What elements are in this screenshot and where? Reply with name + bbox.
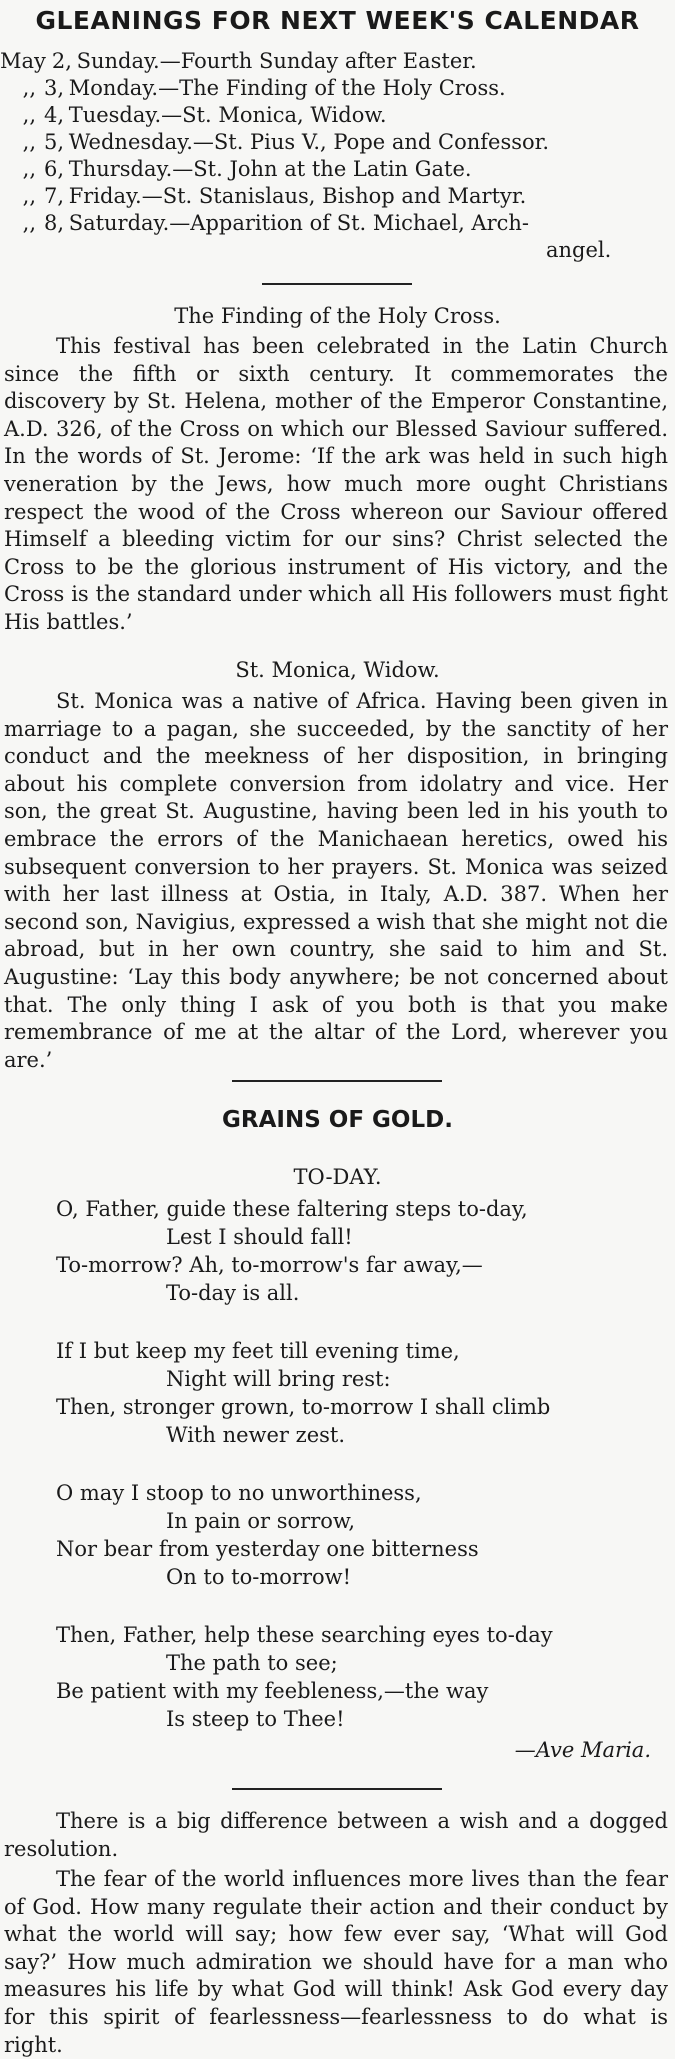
poem-line: Lest I should fall!	[166, 1225, 353, 1249]
poem-line: Is steep to Thee!	[166, 1707, 345, 1731]
poem-line: In pain or sorrow,	[166, 1509, 356, 1533]
poem-line: Nor bear from yesterday one bitterness	[56, 1537, 479, 1561]
poem-line: To-day is all.	[166, 1281, 300, 1305]
poem-line: With newer zest.	[166, 1423, 346, 1447]
poem-line: O may I stoop to no unworthiness,	[56, 1481, 422, 1505]
calendar-entry: ,, 6, Thursday.—St. John at the Latin Gate.	[22, 157, 472, 181]
poem-attribution: —Ave Maria.	[514, 1738, 651, 1762]
poem-line: Be patient with my feebleness,—the way	[56, 1679, 489, 1703]
calendar-entry: ,, 8, Saturday.—Apparition of St. Michael, Arch-	[22, 211, 530, 235]
poem-line: To-morrow? Ah, to-morrow's far away,—	[56, 1253, 483, 1277]
divider	[232, 1080, 442, 1082]
poem-line: Then, Father, help these searching eyes to-day	[56, 1623, 553, 1647]
poem-line: If I but keep my feet till evening time,	[56, 1339, 460, 1363]
poem-line: Then, stronger grown, to-morrow I shall climb	[56, 1395, 551, 1419]
calendar-entry: ,, 3, Monday.—The Finding of the Holy Cross.	[22, 76, 506, 100]
poem-line: The path to see;	[166, 1651, 338, 1675]
st-monica-body: St. Monica was a native of Africa. Having been given in marriage to a pagan, she succeeded, by the sanctity of her conduct and the meekness of her disposition, in bringing about his complete conversion from idolatry and vice. Her son, the great St. Augustine, having been led in his youth to embrace the errors of the Manichaean heretics, owed his subsequent conversion to her prayers. St. Monica was seized with her last illness at Ostia, in Italy, A.D. 387. When her second son, Navigius, expressed a wish that she might not die abroad, but in her own country, she said to him and St. Augustine: ‘Lay this body anywhere; be not concerned about that. The only thing I ask of you both is that you make remembrance of me at the altar of the Lord, wherever you are.’	[4, 689, 668, 1072]
calendar-entry: May 2, Sunday.—Fourth Sunday after Easter.	[0, 49, 477, 73]
divider	[232, 1788, 442, 1790]
calendar-entry: ,, 7, Friday.—St. Stanislaus, Bishop and Martyr.	[22, 184, 527, 208]
calendar-continuation: angel.	[546, 238, 612, 262]
grains-title: GRAINS OF GOLD.	[222, 1107, 453, 1133]
poem-line: O, Father, guide these faltering steps to-day,	[56, 1197, 528, 1221]
poem-title: TO-DAY.	[293, 1165, 382, 1189]
calendar-entry: ,, 4, Tuesday.—St. Monica, Widow.	[22, 103, 387, 127]
poem-line: Night will bring rest:	[166, 1367, 391, 1391]
closing-paragraph: There is a big difference between a wish and a dogged resolution.	[4, 1809, 668, 1861]
st-monica-heading: St. Monica, Widow.	[235, 658, 440, 682]
divider	[262, 283, 412, 285]
holy-cross-heading: The Finding of the Holy Cross.	[174, 304, 501, 328]
calendar-entry: ,, 5, Wednesday.—St. Pius V., Pope and Confessor.	[22, 130, 550, 154]
closing-paragraph: The fear of the world influences more lives than the fear of God. How many regulate their action and their conduct by what the world will say; how few ever say, ‘What will God say?’ How much admiration we should have for a man who measures his life by what God will think! Ask God every day for this spirit of fearlessness—fearlessness to do what is right.	[4, 1867, 668, 2057]
calendar-title: GLEANINGS FOR NEXT WEEK'S CALENDAR	[35, 6, 640, 35]
holy-cross-body: This festival has been celebrated in the Latin Church since the fifth or sixth century. It commemorates the discovery by St. Helena, mother of the Emperor Constantine, A.D. 326, of the Cross on which our Blessed Saviour suffered. In the words of St. Jerome: ‘If the ark was held in such high veneration by the Jews, how much more ought Christians respect the wood of the Cross whereon our Saviour offered Himself a bleeding victim for our sins? Christ selected the Cross to be the glorious instrument of His victory, and the Cross is the standard under which all His followers must fight His battles.’	[4, 334, 668, 634]
poem-line: On to to-morrow!	[166, 1565, 352, 1589]
